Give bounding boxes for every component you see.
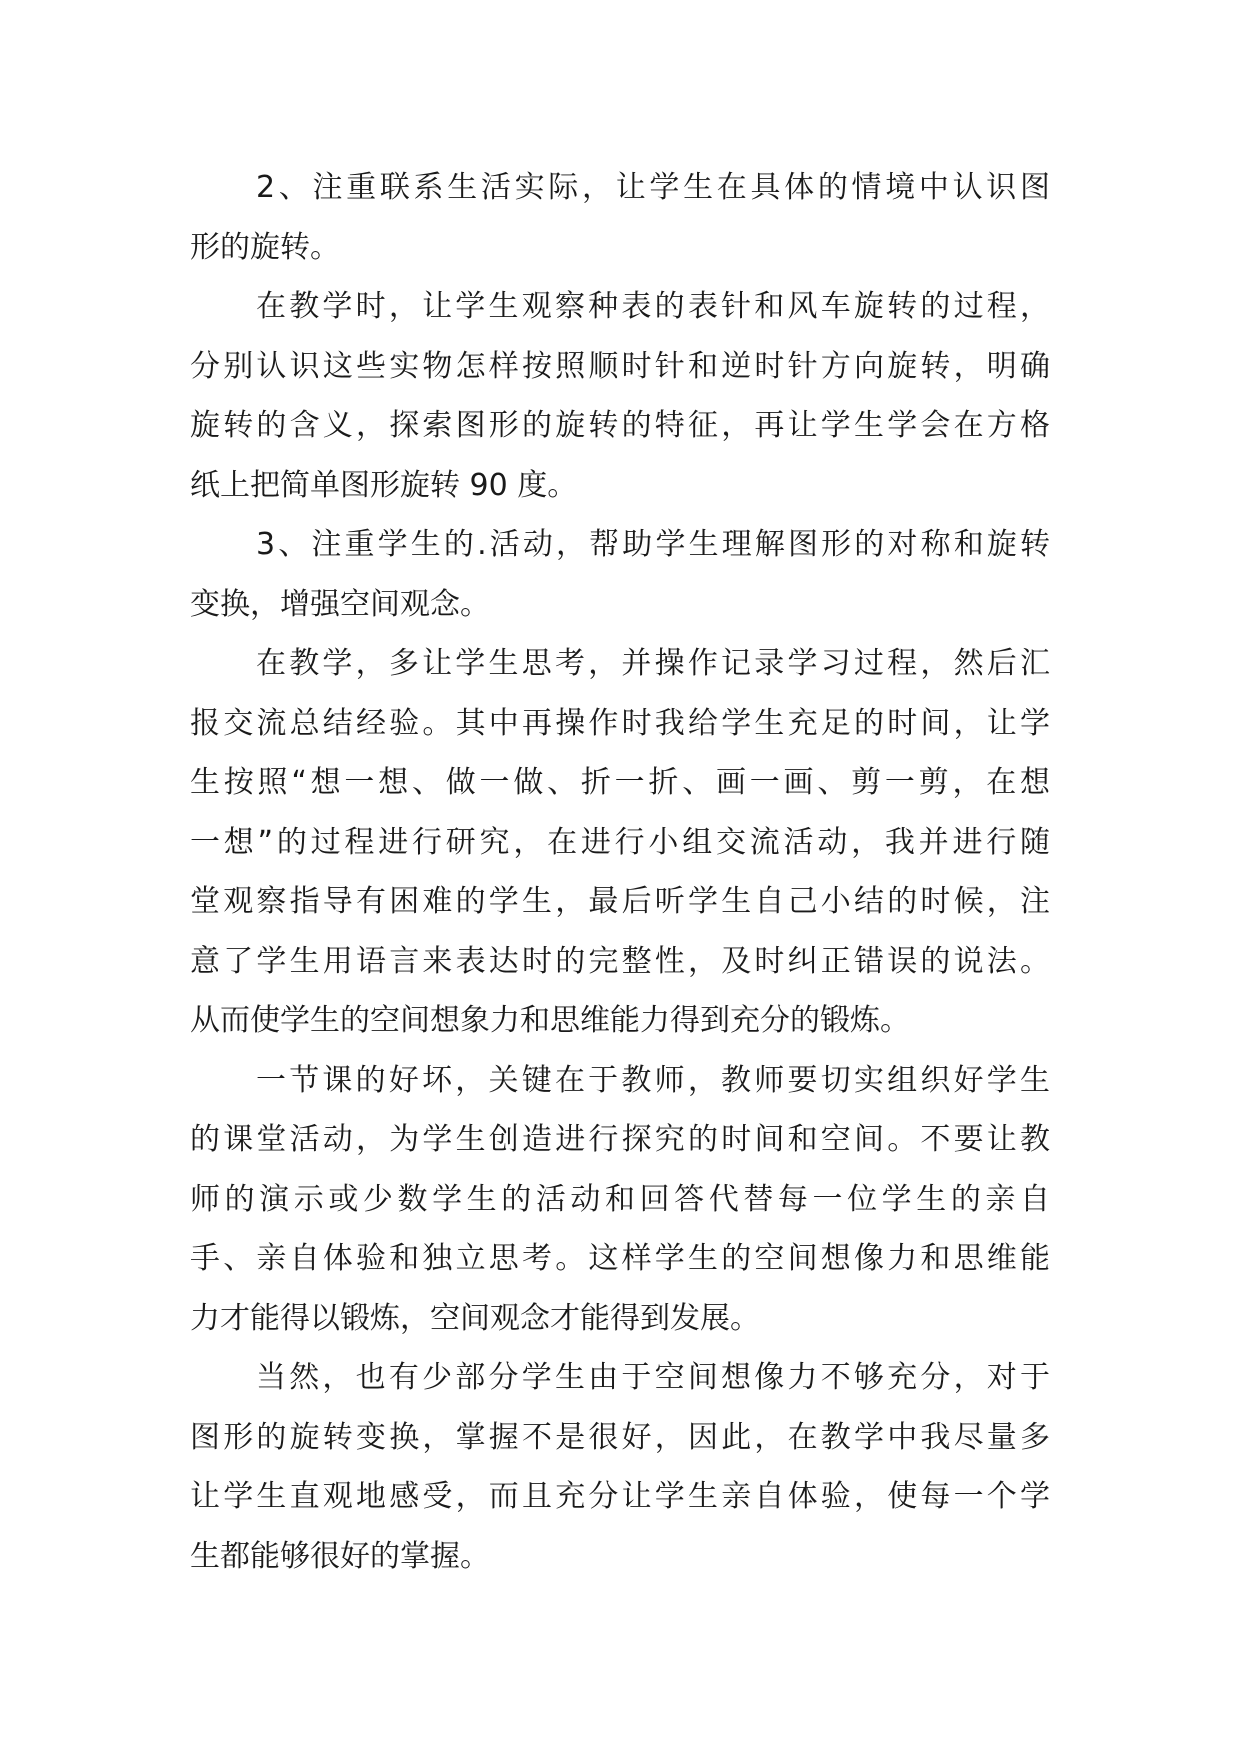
text-line: 旋转的含义，探索图形的旋转的特征，再让学生学会在方格 (190, 408, 1050, 443)
text-line: 手、亲自体验和独立思考。这样学生的空间想像力和思维能 (190, 1241, 1050, 1276)
text-line: 在教学时，让学生观察种表的表针和风车旋转的过程， (256, 289, 1050, 324)
text-line: 变换，增强空间观念。 (190, 586, 490, 622)
text-line: 3、注重学生的.活动，帮助学生理解图形的对称和旋转 (256, 527, 1050, 562)
text-line: 堂观察指导有困难的学生，最后听学生自己小结的时候，注 (190, 884, 1050, 919)
text-line: 生都能够很好的掌握。 (190, 1538, 490, 1574)
text-line: 一节课的好坏，关键在于教师，教师要切实组织好学生 (256, 1062, 1050, 1098)
text-line: 在教学，多让学生思考，并操作记录学习过程，然后汇 (256, 646, 1050, 681)
paragraph (190, 515, 1050, 634)
text-line: 报交流总结经验。其中再操作时我给学生充足的时间，让学 (190, 705, 1050, 741)
text-line: 生按照“想一想、做一做、折一折、画一画、剪一剪，在想 (190, 765, 1050, 800)
text-line: 图形的旋转变换，掌握不是很好，因此，在教学中我尽量多 (190, 1419, 1050, 1455)
paragraph (190, 634, 1050, 1051)
text-line: 2、注重联系生活实际，让学生在具体的情境中认识图 (256, 170, 1050, 205)
text-line: 形的旋转。 (190, 229, 340, 265)
text-line: 一想”的过程进行研究，在进行小组交流活动，我并进行随 (190, 824, 1050, 860)
paragraph (190, 277, 1050, 515)
text-line: 纸上把简单图形旋转 90 度。 (190, 467, 578, 503)
text-line: 当然，也有少部分学生由于空间想像力不够充分，对于 (256, 1360, 1050, 1395)
text-line: 的课堂活动，为学生创造进行探究的时间和空间。不要让教 (190, 1122, 1050, 1157)
text-line: 意了学生用语言来表达时的完整性，及时纠正错误的说法。 (190, 943, 1050, 979)
document-body (190, 158, 1050, 1586)
paragraph (190, 158, 1050, 277)
text-line: 分别认识这些实物怎样按照顺时针和逆时针方向旋转，明确 (190, 348, 1050, 384)
text-line: 力才能得以锻炼，空间观念才能得到发展。 (190, 1300, 760, 1336)
paragraph (190, 1051, 1050, 1349)
text-line: 从而使学生的空间想象力和思维能力得到充分的锻炼。 (190, 1003, 910, 1038)
paragraph (190, 1348, 1050, 1586)
text-line: 师的演示或少数学生的活动和回答代替每一位学生的亲自 (190, 1181, 1050, 1217)
text-line: 让学生直观地感受，而且充分让学生亲自体验，使每一个学 (190, 1479, 1050, 1514)
